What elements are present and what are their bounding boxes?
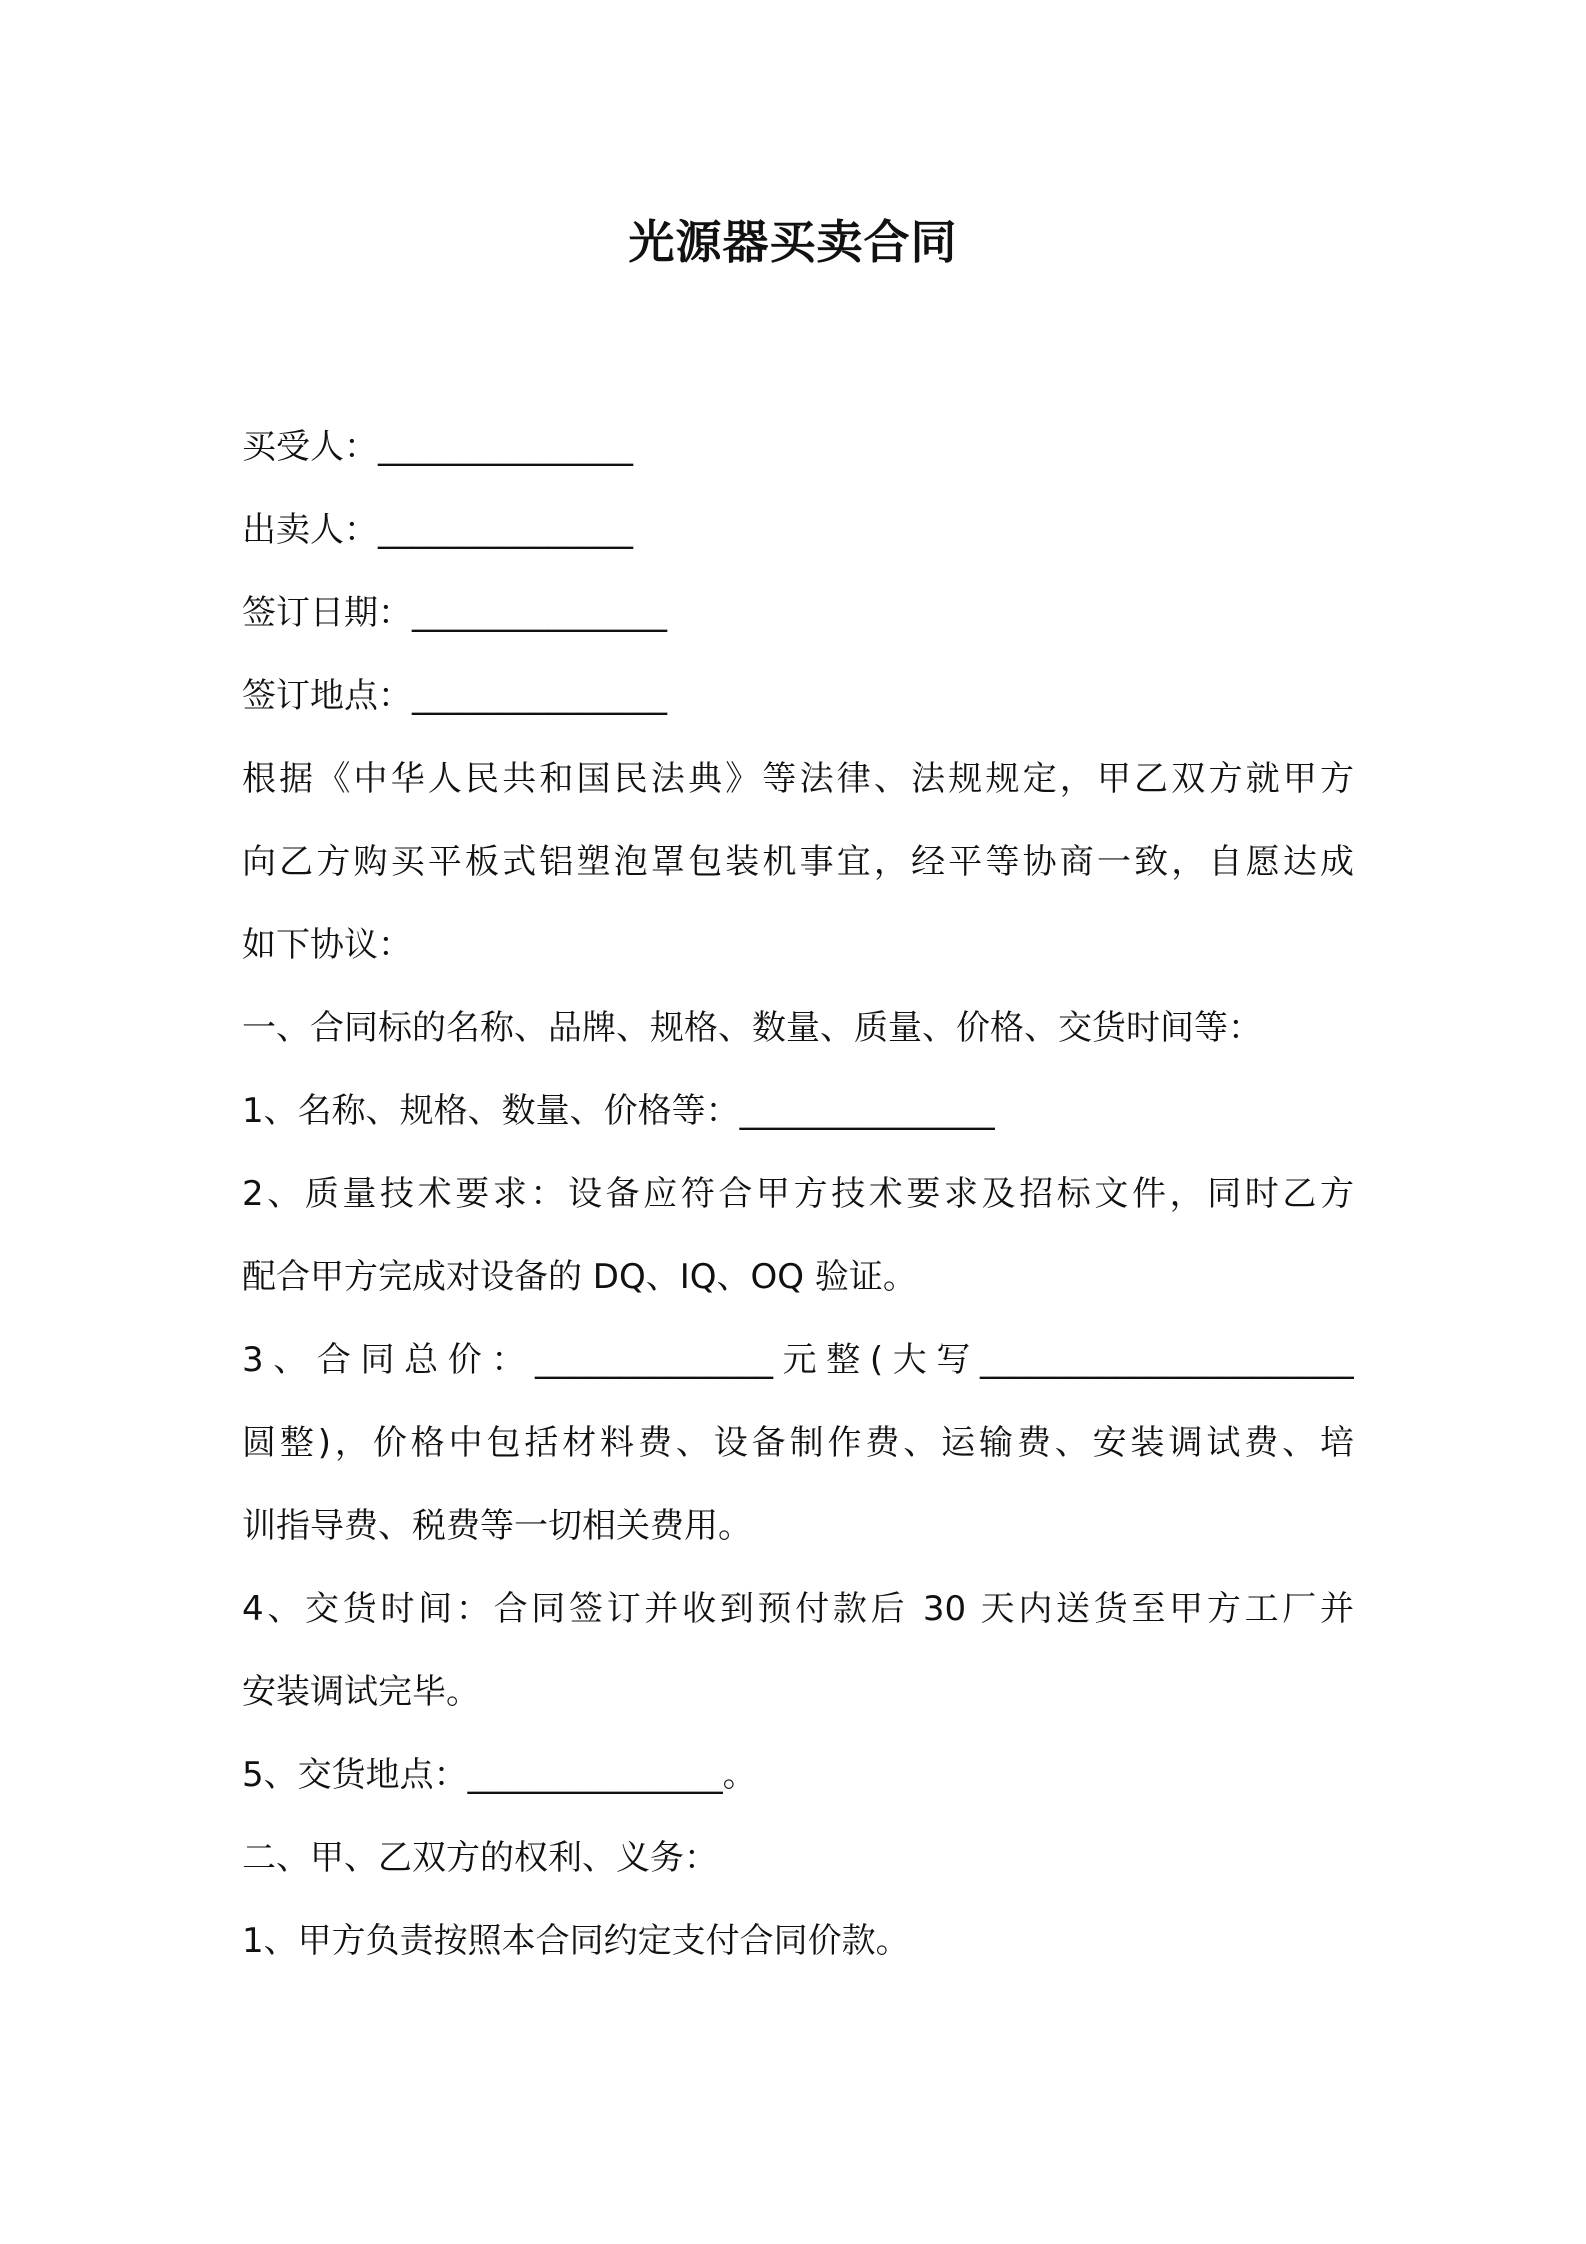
signing-place-field: 签订地点：_______________	[242, 676, 667, 716]
section-1-heading: 一、合同标的名称、品牌、规格、数量、质量、价格、交货时间等：	[242, 1008, 1262, 1048]
document-title: 光源器买卖合同	[628, 215, 958, 269]
preamble-line-2: 向乙方购买平板式铝塑泡罩包装机事宜，经平等协商一致，自愿达成	[242, 842, 1354, 882]
clause-2-1: 1、甲方负责按照本合同约定支付合同价款。	[242, 1921, 910, 1961]
preamble-line-3: 如下协议：	[242, 925, 412, 965]
clause-1-1: 1、名称、规格、数量、价格等：_______________	[242, 1091, 995, 1131]
signing-date-field: 签订日期：_______________	[242, 593, 667, 633]
preamble-line-1: 根据《中华人民共和国民法典》等法律、法规规定，甲乙双方就甲方	[242, 759, 1354, 799]
clause-1-4-line-1: 4、交货时间：合同签订并收到预付款后 30 天内送货至甲方工厂并	[242, 1589, 1354, 1629]
buyer-field: 买受人：_______________	[242, 427, 633, 467]
clause-1-3-line-3: 训指导费、税费等一切相关费用。	[242, 1506, 752, 1546]
clause-1-4-line-2: 安装调试完毕。	[242, 1672, 480, 1712]
seller-field: 出卖人：_______________	[242, 510, 633, 550]
clause-1-2-line-2: 配合甲方完成对设备的 DQ、IQ、OQ 验证。	[242, 1257, 917, 1297]
clause-1-3-line-1: 3、合同总价：______________元整(大写______________________	[242, 1340, 1354, 1380]
clause-1-2-line-1: 2、质量技术要求：设备应符合甲方技术要求及招标文件，同时乙方	[242, 1174, 1354, 1214]
clause-1-3-line-2: 圆整)，价格中包括材料费、设备制作费、运输费、安装调试费、培	[242, 1423, 1354, 1463]
section-2-heading: 二、甲、乙双方的权利、义务：	[242, 1838, 718, 1878]
document-body	[242, 406, 1354, 1983]
clause-1-5: 5、交货地点：_______________。	[242, 1755, 757, 1795]
